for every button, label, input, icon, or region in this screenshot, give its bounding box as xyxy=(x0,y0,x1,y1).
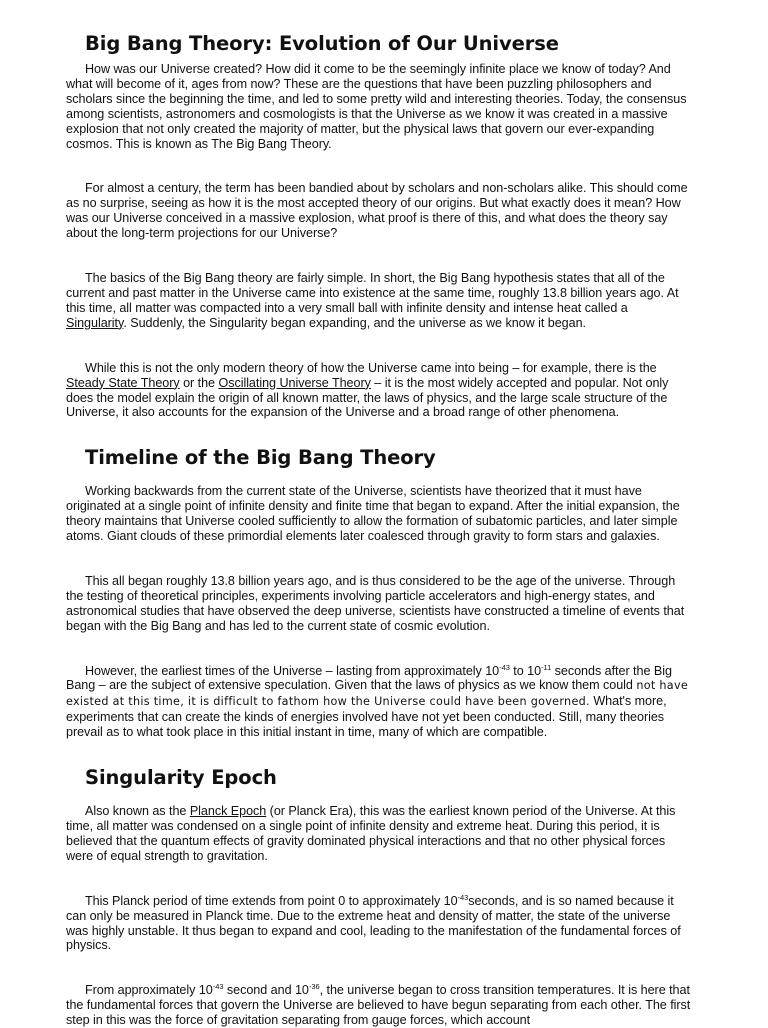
timeline-heading: Timeline of the Big Bang Theory xyxy=(85,446,436,470)
text: Also known as the xyxy=(85,804,190,819)
text: seconds, and is so named because it can only be measured in Planck time. Due to the extreme heat and density of matter, the state of the universe was highly unstable. It thus began to expand and cool, leading to the manifestation of the fundamental forces of physics. xyxy=(66,893,681,953)
text: seconds after the Big Bang – are the subject of extensive speculation. Given that the laws of physics as we know them could xyxy=(66,663,672,693)
text: or the xyxy=(179,375,219,390)
exponent: -11 xyxy=(541,662,552,672)
text: While this is not the only modern theory of how the Universe came into being – for example, there is the xyxy=(85,360,657,375)
text: For almost a century, the term has been bandied about by scholars and non-scholars alike. This should come as no surprise, seeing as how it is the most accepted theory of our origins. But what exactly does it mean? How was our Universe conceived in a massive explosion, what proof is there of this, and what does the theory say about the long-term projections for our Universe? xyxy=(66,181,688,241)
text: How was our Universe created? How did it come to be the seemingly infinite place we know of today? And what will become of it, ages from now? These are the questions that have been puzzling philosophers and scholars since the beginning the time, and led to some pretty wild and interesting theories. Today, the consensus among scientists, astronomers and cosmologists is that the Universe as we know it was created in a massive explosion that not only created the majority of matter, but the physical laws that govern our ever-expanding cosmos. This is known as The Big Bang Theory. xyxy=(66,62,687,151)
text: . Suddenly, the Singularity began expanding, and the universe as we know it began. xyxy=(123,315,586,330)
intro-paragraph-4 xyxy=(66,361,691,421)
text: This Planck period of time extends from point 0 to approximately 10 xyxy=(85,893,458,908)
page-title: Big Bang Theory: Evolution of Our Universe xyxy=(85,32,559,55)
timeline-paragraph-1 xyxy=(66,484,691,544)
oscillating-universe-theory-link[interactable]: Oscillating Universe Theory xyxy=(218,375,371,390)
text: to 10 xyxy=(509,663,542,678)
singularity-paragraph-1 xyxy=(66,804,691,864)
timeline-paragraph-2 xyxy=(66,574,691,634)
text: (or Planck Era), this was the earliest known period of the Universe. At this time, all matter was condensed on a single point of infinite density and extreme heat. During this period, it is believed that the quantum effects of gravity dominated physical interactions and that no other physical forces were of equal strength to gravitation. xyxy=(66,804,676,863)
singularity-link[interactable]: Singularity xyxy=(66,315,124,330)
text: From approximately 10 xyxy=(85,983,213,998)
singularity-paragraph-2 xyxy=(66,894,691,954)
text: What's more, experiments that can create the kinds of energies involved have not yet been conducted. Still, many theories prevail as to what took place in this initial instant in time, many of which are compatible. xyxy=(66,694,667,740)
singularity-paragraph-3 xyxy=(66,983,691,1028)
text: This all began roughly 13.8 billion years ago, and is thus considered to be the age of the universe. Through the testing of theoretical principles, experiments involving particle accelerators and high-energy states, and astronomical studies that have observed the deep universe, scientists have constructed a timeline of events that began with the Big Bang and has led to the current state of cosmic evolution. xyxy=(66,573,685,633)
text: Working backwards from the current state of the Universe, scientists have theorized that it must have originated at a single point of infinite density and finite time that began to expand. After the initial expansion, the theory maintains that Universe cooled sufficiently to allow the formation of subatomic particles, and later simple atoms. Giant clouds of these primordial elements later coalesced through gravity to form stars and galaxies. xyxy=(66,484,680,544)
text: , the universe began to cross transition temperatures. It is here that the fundamental forces that govern the Universe are believed to have begun separating from each other. The first step in this was the force of gravitation separating from gauge forces, which account xyxy=(66,983,691,1028)
exponent: -36 xyxy=(308,982,320,992)
text: The basics of the Big Bang theory are fairly simple. In short, the Big Bang hypothesis states that all of the current and past matter in the Universe came into existence at the same time, roughly 13.8 billion years ago. At this time, all matter was compacted into a very small ball with infinite density and intense heat called a xyxy=(66,271,679,315)
exponent: -43 xyxy=(499,662,510,672)
intro-paragraph-3 xyxy=(66,271,691,331)
exponent: -43 xyxy=(457,892,469,902)
intro-paragraph-2 xyxy=(66,181,691,241)
timeline-paragraph-3 xyxy=(66,664,691,741)
singularity-heading: Singularity Epoch xyxy=(85,766,277,790)
intro-paragraph-1 xyxy=(66,62,691,151)
planck-epoch-link[interactable]: Planck Epoch xyxy=(189,804,267,819)
text: second and 10 xyxy=(223,983,309,998)
steady-state-theory-link[interactable]: Steady State Theory xyxy=(66,375,180,390)
text: – it is the most widely accepted and popular. Not only does the model explain the origin of all known matter, the laws of physics, and the large scale structure of the Universe, it also accounts for the expansion of the Universe and a broad range of other phenomena. xyxy=(66,375,669,420)
text: However, the earliest times of the Universe – lasting from approximately 10 xyxy=(85,663,500,678)
text: not have existed at this time, it is difficult to fathom how the Universe could have been governed. xyxy=(66,679,689,709)
exponent: -43 xyxy=(212,982,224,992)
